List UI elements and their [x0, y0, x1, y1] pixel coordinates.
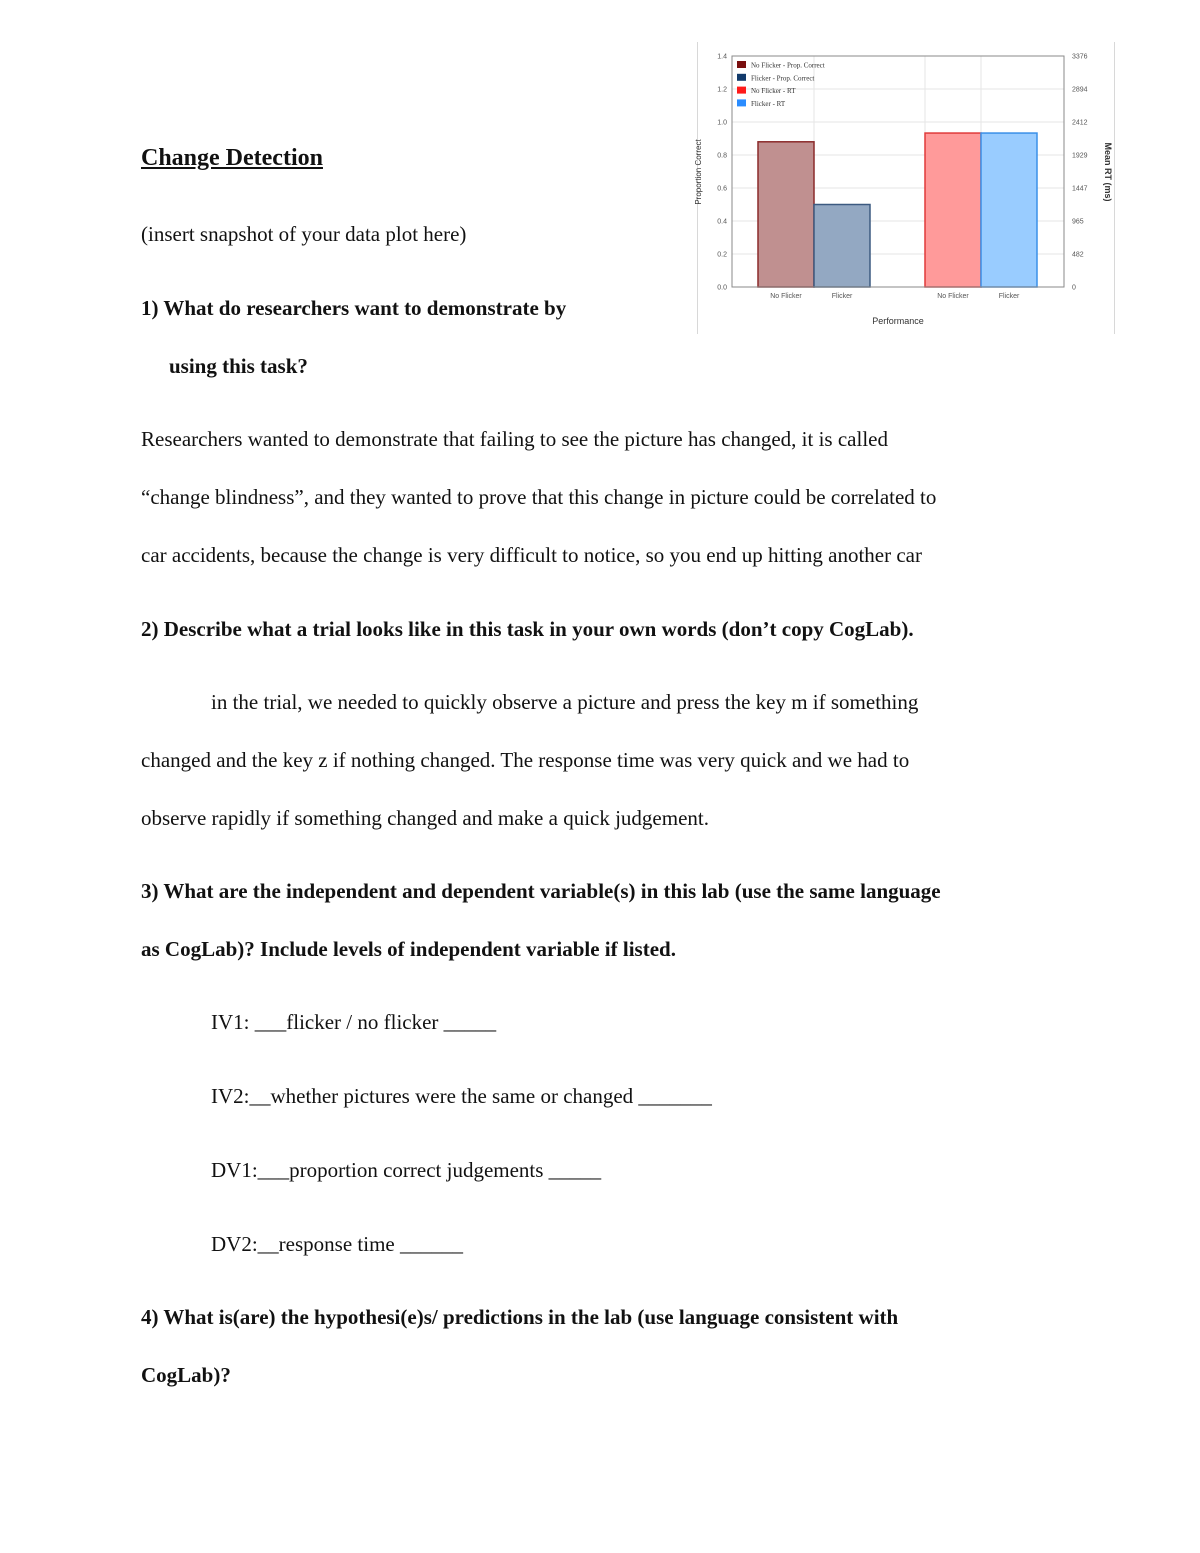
- bar-1: [758, 142, 814, 287]
- x-axis-ticks: [770, 293, 1020, 300]
- answer-1-line-1: Researchers wanted to demonstrate that failing to see the picture has changed, it is called: [141, 427, 888, 451]
- y-tick-right-label: 965: [1072, 218, 1084, 226]
- y-tick-left-label: 1.4: [717, 53, 727, 61]
- question-3-line-1: 3) What are the independent and dependent variable(s) in this lab (use the same language: [141, 879, 941, 903]
- y-tick-right-label: 482: [1072, 251, 1084, 259]
- independent-variable-1: IV1: ___flicker / no flicker _____: [211, 1010, 497, 1034]
- bar-3: [925, 133, 981, 287]
- y-tick-left-label: 1.0: [717, 119, 727, 127]
- question-1-line-2: using this task?: [169, 354, 308, 378]
- answer-2-line-3: observe rapidly if something changed and make a quick judgement.: [141, 806, 709, 830]
- question-4-line-2: CogLab)?: [141, 1363, 231, 1387]
- y-tick-right-label: 2412: [1072, 119, 1088, 127]
- left-axis-ticks: [717, 54, 727, 292]
- independent-variable-2: IV2:__whether pictures were the same or changed _______: [211, 1084, 712, 1108]
- question-4-line-1: 4) What is(are) the hypothesi(e)s/ predictions in the lab (use language consistent with: [141, 1305, 899, 1329]
- y-tick-right-label: 2894: [1072, 86, 1088, 94]
- right-axis-ticks: [1072, 54, 1088, 292]
- bar-4: [981, 133, 1037, 287]
- bar-2: [814, 205, 870, 288]
- y-tick-left-label: 0.6: [717, 185, 727, 193]
- legend-swatch: [737, 99, 746, 106]
- dependent-variable-2: DV2:__response time ______: [211, 1232, 463, 1256]
- y-axis-right-label: Mean RT (ms): [1103, 142, 1113, 202]
- answer-1-line-2: “change blindness”, and they wanted to prove that this change in picture could be correlated to: [141, 485, 937, 509]
- legend-swatch: [737, 87, 746, 94]
- x-tick-label: No Flicker: [770, 293, 802, 300]
- x-tick-label: Flicker: [998, 293, 1020, 300]
- answer-2-line-2: changed and the key z if nothing changed. The response time was very quick and we had to: [141, 748, 910, 772]
- legend-entry: Flicker - Prop. Correct: [751, 74, 815, 83]
- question-2: 2) Describe what a trial looks like in this task in your own words (don’t copy CogLab).: [141, 617, 914, 641]
- y-tick-right-label: 1929: [1072, 152, 1088, 160]
- question-1-line-1: 1) What do researchers want to demonstrate by: [141, 296, 567, 320]
- legend-swatch: [737, 61, 746, 68]
- y-tick-left-label: 0.8: [717, 152, 727, 160]
- y-tick-right-label: 0: [1072, 284, 1076, 292]
- y-tick-right-label: 1447: [1072, 185, 1088, 193]
- y-tick-left-label: 1.2: [717, 86, 727, 94]
- chart-legend: [737, 61, 825, 108]
- dependent-variable-1: DV1:___proportion correct judgements _____: [211, 1158, 602, 1182]
- x-tick-label: Flicker: [831, 293, 853, 300]
- x-axis-label: Performance: [872, 316, 924, 326]
- answer-2-line-1: in the trial, we needed to quickly observe a picture and press the key m if something: [211, 690, 919, 714]
- y-tick-left-label: 0.4: [717, 218, 727, 226]
- legend-entry: Flicker - RT: [751, 99, 786, 108]
- y-axis-left-label: Proportion Correct: [694, 139, 703, 205]
- x-tick-label: No Flicker: [937, 293, 969, 300]
- legend-entry: No Flicker - RT: [751, 87, 796, 96]
- answer-1-line-3: car accidents, because the change is very difficult to notice, so you end up hitting another car: [141, 543, 922, 567]
- chart-bars: [758, 133, 1037, 287]
- legend-swatch: [737, 74, 746, 81]
- question-3-line-2: as CogLab)? Include levels of independent variable if listed.: [141, 937, 676, 961]
- document-title: Change Detection: [141, 145, 323, 171]
- y-tick-left-label: 0.2: [717, 251, 727, 259]
- y-tick-left-label: 0.0: [717, 284, 727, 292]
- y-tick-right-label: 3376: [1072, 53, 1088, 61]
- data-plot-chart: [694, 42, 1115, 334]
- plot-instruction: (insert snapshot of your data plot here): [141, 222, 467, 246]
- legend-entry: No Flicker - Prop. Correct: [751, 61, 825, 70]
